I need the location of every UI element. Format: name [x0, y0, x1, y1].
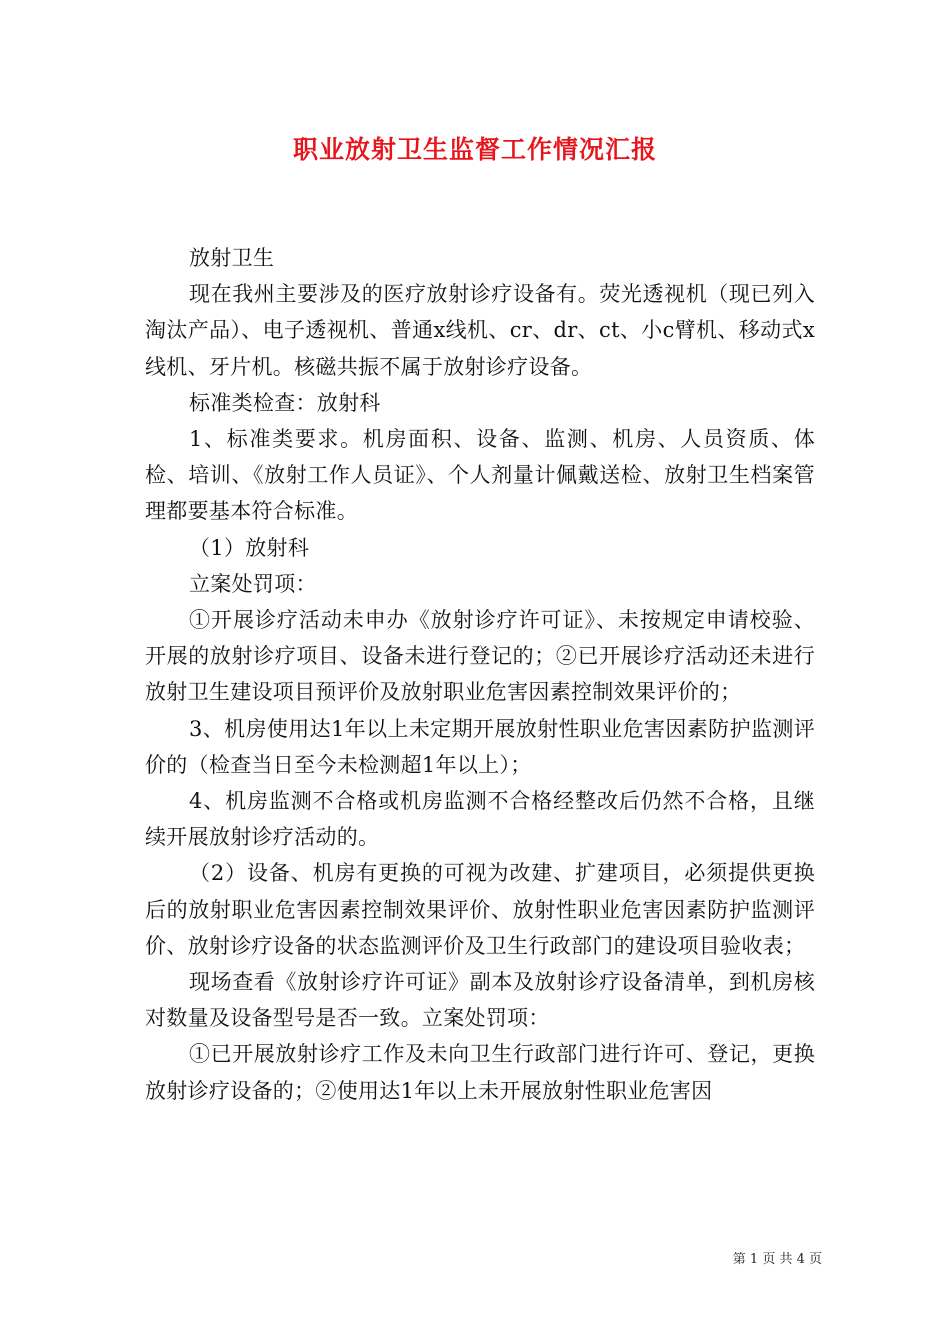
paragraph: 立案处罚项： — [189, 571, 317, 596]
paragraph: ①开展诊疗活动未申办《放射诊疗许可证》、未按规定申请校验、开展的放射诊疗项目、设备未进行登记的；②已开展诊疗活动还未进行放射卫生建设项目预评价及放射职业危害因素控制效果评价的； — [145, 608, 815, 705]
paragraph: 标准类检查：放射科 — [189, 390, 381, 415]
document-title: 职业放射卫生监督工作情况汇报 — [292, 135, 657, 164]
paragraph: ①已开展放射诊疗工作及未向卫生行政部门进行许可、登记，更换放射诊疗设备的；②使用达1年以上未开展放射性职业危害因 — [145, 1042, 815, 1103]
paragraph: 1、标准类要求。机房面积、设备、监测、机房、人员资质、体检、培训、《放射工作人员证》、个人剂量计佩戴送检、放射卫生档案管理都要基本符合标准。 — [145, 427, 815, 524]
paragraph: （2）设备、机房有更换的可视为改建、扩建项目，必须提供更换后的放射职业危害因素控制效果评价、放射性职业危害因素防护监测评价、放射诊疗设备的状态监测评价及卫生行政部门的建设项目验收表； — [145, 861, 815, 958]
paragraph: 3、机房使用达1年以上未定期开展放射性职业危害因素防护监测评价的（检查当日至今未检测超1年以上）； — [145, 716, 815, 777]
document-body — [145, 240, 815, 1109]
paragraph: 现场查看《放射诊疗许可证》副本及放射诊疗设备清单，到机房核对数量及设备型号是否一致。立案处罚项： — [145, 970, 815, 1031]
paragraph: 4、机房监测不合格或机房监测不合格经整改后仍然不合格，且继续开展放射诊疗活动的。 — [145, 789, 815, 850]
paragraph: 现在我州主要涉及的医疗放射诊疗设备有。荧光透视机（现已列入淘汰产品）、电子透视机、普通x线机、cr、dr、ct、小c臂机、移动式x线机、牙片机。核磁共振不属于放射诊疗设备。 — [145, 282, 815, 379]
paragraph: 放射卫生 — [189, 246, 275, 270]
page-number: 第 1 页 共 4 页 — [732, 1252, 822, 1267]
paragraph: （1）放射科 — [189, 535, 310, 560]
